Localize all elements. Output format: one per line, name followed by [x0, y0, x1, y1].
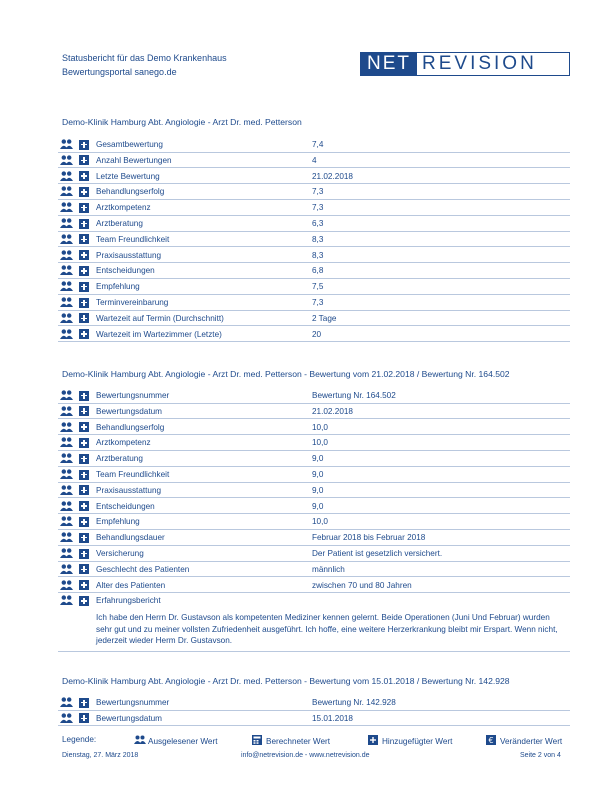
row-label: Arztkompetenz — [96, 438, 151, 448]
table-row — [58, 200, 570, 216]
table-row — [58, 169, 570, 185]
row-value: Bewertung Nr. 142.928 — [312, 698, 396, 707]
people-icon — [134, 735, 145, 745]
euro-icon — [486, 735, 497, 745]
plus-icon — [79, 234, 89, 244]
plus-icon — [79, 282, 89, 292]
row-label: Arztkompetenz — [96, 203, 151, 213]
row-value: 20 — [312, 329, 322, 339]
table-row — [58, 546, 570, 562]
people-icon — [60, 265, 73, 276]
people-icon — [60, 313, 73, 324]
row-value: 9,0 — [312, 454, 324, 464]
row-value: 6,8 — [312, 266, 324, 276]
row-value: zwischen 70 und 80 Jahren — [312, 580, 412, 590]
table-row — [58, 578, 570, 594]
row-label: Behandlungsdauer — [96, 533, 165, 543]
table-row — [58, 279, 570, 295]
row-label: Anzahl Bewertungen — [96, 155, 172, 165]
footer-page-number: Seite 2 von 4 — [520, 752, 561, 759]
row-label: Arztberatung — [96, 454, 143, 464]
plus-icon — [79, 219, 89, 229]
plus-icon — [79, 454, 89, 464]
row-label: Alter des Patienten — [96, 580, 166, 590]
row-label: Team Freundlichkeit — [96, 470, 170, 479]
row-value: 6,3 — [312, 219, 324, 228]
row-label: Geschlecht des Patienten — [96, 564, 190, 574]
plus-icon — [79, 203, 89, 213]
plus-icon — [79, 438, 89, 448]
plus-icon — [79, 485, 89, 495]
row-value: 15.01.2018 — [312, 713, 353, 723]
plus-icon — [368, 735, 379, 745]
people-icon — [60, 516, 73, 527]
row-label: Arztberatung — [96, 219, 143, 228]
legend-changed: € Veränderter Wert — [486, 735, 562, 746]
row-value: 7,3 — [312, 298, 324, 307]
table-row — [58, 263, 570, 279]
people-icon — [60, 437, 73, 448]
table-row — [58, 248, 570, 264]
table-row — [58, 562, 570, 578]
table-row — [58, 216, 570, 232]
plus-icon — [79, 549, 89, 559]
legend-calc: Berechneter Wert — [252, 735, 330, 746]
row-value: Februar 2018 bis Februar 2018 — [312, 533, 426, 543]
table-row — [58, 451, 570, 467]
plus-icon — [79, 713, 89, 723]
people-icon — [60, 564, 73, 575]
people-icon — [60, 218, 73, 229]
legend-read: Ausgelesener Wert — [134, 735, 217, 746]
row-value: 2 Tage — [312, 313, 337, 323]
people-icon — [60, 155, 73, 166]
row-label: Empfehlung — [96, 282, 140, 292]
calculator-icon — [252, 735, 263, 745]
plus-icon — [79, 171, 89, 181]
people-icon — [60, 595, 73, 606]
row-label: Versicherung — [96, 549, 144, 558]
plus-icon — [79, 596, 89, 606]
plus-icon — [79, 250, 89, 260]
row-value: 10,0 — [312, 438, 328, 448]
plus-icon — [79, 698, 89, 708]
plus-icon — [79, 406, 89, 416]
row-label: Bewertungsdatum — [96, 406, 162, 416]
people-icon — [60, 485, 73, 496]
row-label: Empfehlung — [96, 517, 140, 527]
people-icon — [60, 250, 73, 261]
row-label: Bewertungsdatum — [96, 713, 162, 723]
row-label: Praxisausstattung — [96, 485, 162, 495]
section-3-title: Demo-Klinik Hamburg Abt. Angiologie - Arzt Dr. med. Petterson - Bewertung vom 15.01.2018 / Bewertung Nr. 142.928 — [62, 676, 510, 686]
row-value: 8,3 — [312, 250, 324, 260]
row-value: 9,0 — [312, 501, 324, 511]
row-value: 7,3 — [312, 203, 324, 213]
row-value: männlich — [312, 564, 345, 574]
table-row — [58, 184, 570, 200]
people-icon — [60, 422, 73, 433]
row-value: 21.02.2018 — [312, 171, 353, 181]
plus-icon — [79, 266, 89, 276]
logo-net: NET — [361, 53, 417, 75]
people-icon — [60, 171, 73, 182]
people-icon — [60, 469, 73, 480]
table-row — [58, 530, 570, 546]
row-label: Wartezeit auf Termin (Durchschnitt) — [96, 313, 224, 323]
plus-icon — [79, 155, 89, 165]
portal-name: Bewertungsportal sanego.de — [62, 67, 177, 77]
table-row — [58, 295, 570, 311]
plus-icon — [79, 422, 89, 432]
table-row — [58, 137, 570, 153]
row-label: Wartezeit im Wartezimmer (Letzte) — [96, 329, 222, 339]
row-value: Bewertung Nr. 164.502 — [312, 391, 396, 400]
people-icon — [60, 139, 73, 150]
table-row — [58, 467, 570, 483]
row-label: Terminvereinbarung — [96, 298, 169, 307]
table-row — [58, 695, 570, 711]
netrevision-logo — [360, 52, 570, 76]
row-value: 7,3 — [312, 187, 324, 197]
table-row — [58, 404, 570, 420]
row-value: 7,5 — [312, 282, 324, 292]
people-icon — [60, 406, 73, 417]
logo-revision: REVISION — [422, 53, 537, 74]
people-icon — [60, 580, 73, 591]
plus-icon — [79, 470, 89, 480]
plus-icon — [79, 329, 89, 339]
plus-icon — [79, 298, 89, 308]
row-value: 9,0 — [312, 485, 324, 495]
row-label: Bewertungsnummer — [96, 391, 170, 400]
row-value: 7,4 — [312, 140, 324, 149]
people-icon — [60, 281, 73, 292]
people-icon — [60, 532, 73, 543]
people-icon — [60, 234, 73, 245]
row-label: Gesamtbewertung — [96, 140, 163, 149]
table-row — [58, 388, 570, 404]
comment-divider — [58, 651, 570, 652]
row-value: 4 — [312, 155, 317, 165]
row-label: Behandlungserfolg — [96, 422, 165, 432]
legend-added: Hinzugefügter Wert — [368, 735, 452, 746]
people-icon — [60, 390, 73, 401]
plus-icon — [79, 517, 89, 527]
footer-contact[interactable]: info@netrevision.de - www.netrevision.de — [241, 752, 370, 759]
table-row — [58, 483, 570, 499]
plus-icon — [79, 501, 89, 511]
plus-icon — [79, 140, 89, 150]
plus-icon — [79, 580, 89, 590]
row-label: Bewertungsnummer — [96, 698, 170, 707]
people-icon — [60, 453, 73, 464]
row-label: Entscheidungen — [96, 501, 155, 511]
people-icon — [60, 713, 73, 724]
table-row — [58, 232, 570, 248]
people-icon — [60, 548, 73, 559]
experience-report-text: Ich habe den Herrn Dr. Gustavson als kompetenten Mediziner kennen gelernt. Beide Operationen (Juni Und Februar) wurden sehr gut und zu meiner vollsten Zufriedenheit ausgeführt. Ich hoffe, eine weitere Herzerkrankung bleibt mir Erspart. Wenn nicht, jederzeit wieder Herm Dr. Gustavson. — [96, 613, 558, 645]
row-value: 10,0 — [312, 422, 328, 432]
section-2-title: Demo-Klinik Hamburg Abt. Angiologie - Arzt Dr. med. Petterson - Bewertung vom 21.02.2018 / Bewertung Nr. 164.502 — [62, 369, 510, 379]
table-row — [58, 593, 570, 609]
table-row — [58, 311, 570, 327]
table-row — [58, 420, 570, 436]
people-icon — [60, 329, 73, 340]
people-icon — [60, 697, 73, 708]
legend-label: Legende: — [62, 735, 97, 744]
row-label: Erfahrungsbericht — [96, 596, 161, 606]
row-label: Behandlungserfolg — [96, 187, 165, 197]
section-1-title: Demo-Klinik Hamburg Abt. Angiologie - Arzt Dr. med. Petterson — [62, 117, 302, 127]
footer-date: Dienstag, 27. März 2018 — [62, 752, 139, 759]
plus-icon — [79, 313, 89, 323]
people-icon — [60, 501, 73, 512]
table-row — [58, 499, 570, 515]
row-value: 10,0 — [312, 517, 328, 527]
row-label: Praxisausstattung — [96, 250, 162, 260]
people-icon — [60, 186, 73, 197]
people-icon — [60, 202, 73, 213]
plus-icon — [79, 564, 89, 574]
table-row — [58, 514, 570, 530]
row-value: 8,3 — [312, 234, 324, 244]
table-row — [58, 327, 570, 343]
row-label: Team Freundlichkeit — [96, 234, 170, 244]
row-value: 9,0 — [312, 470, 324, 479]
plus-icon — [79, 187, 89, 197]
row-label: Letzte Bewertung — [96, 171, 160, 181]
plus-icon — [79, 533, 89, 543]
row-label: Entscheidungen — [96, 266, 155, 276]
report-title: Statusbericht für das Demo Krankenhaus — [62, 53, 227, 63]
people-icon — [60, 297, 73, 308]
table-row — [58, 435, 570, 451]
plus-icon — [79, 391, 89, 401]
svg-text:€: € — [488, 736, 494, 745]
row-value: 21.02.2018 — [312, 406, 353, 416]
table-row — [58, 153, 570, 169]
row-value: Der Patient ist gesetzlich versichert. — [312, 549, 443, 558]
table-row — [58, 711, 570, 727]
